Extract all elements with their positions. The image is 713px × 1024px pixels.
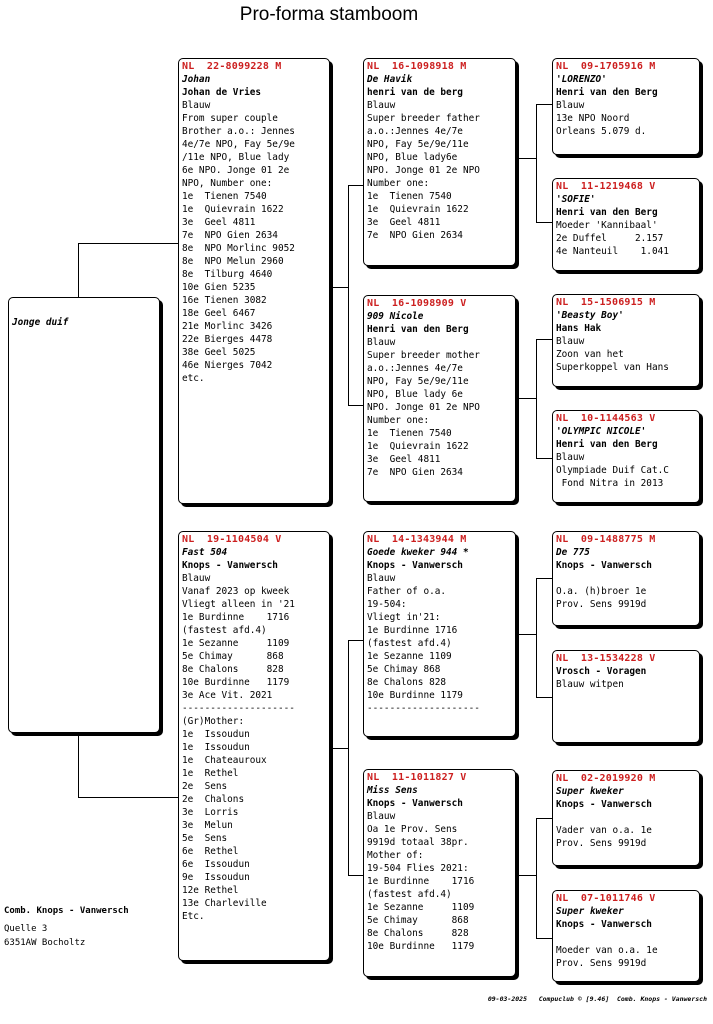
subject-card[interactable] bbox=[8, 297, 160, 733]
connector-line bbox=[78, 797, 178, 798]
pigeon-card-grandfather-maternal[interactable] bbox=[363, 531, 516, 737]
ring-number: NL 02-2019920 M bbox=[556, 773, 656, 784]
owner-name: Hans Hak bbox=[556, 323, 602, 334]
detail-line: 19-504 Flies 2021: bbox=[367, 863, 469, 874]
detail-line: Orleans 5.079 d. bbox=[556, 126, 647, 137]
owner-name: Henri van den Berg bbox=[556, 87, 658, 98]
detail-line: Blauw bbox=[367, 100, 396, 111]
detail-line: O.a. (h)broer 1e bbox=[556, 586, 647, 597]
detail-line: (fastest afd.4) bbox=[367, 889, 452, 900]
detail-line: a.o.:Jennes 4e/7e bbox=[367, 363, 463, 374]
connector-line bbox=[536, 339, 552, 340]
connector-line bbox=[536, 339, 537, 459]
detail-line: NPO, Blue lady 6e bbox=[367, 389, 463, 400]
connector-line bbox=[516, 634, 536, 635]
detail-line: 3e Melun bbox=[182, 820, 233, 831]
detail-line: Oa 1e Prov. Sens bbox=[367, 824, 458, 835]
detail-line: 8e Chalons 828 bbox=[182, 664, 284, 675]
pigeon-details bbox=[367, 810, 512, 953]
pigeon-name: Fast 504 bbox=[182, 547, 228, 558]
pigeon-details bbox=[182, 99, 326, 385]
detail-line bbox=[556, 931, 696, 944]
connector-line bbox=[536, 818, 537, 939]
owner-name: henri van de berg bbox=[367, 87, 463, 98]
detail-line bbox=[556, 811, 696, 824]
pigeon-card-gen3[interactable] bbox=[552, 531, 700, 626]
detail-line: 1e Tienen 7540 bbox=[367, 428, 452, 439]
pigeon-name: Johan bbox=[182, 74, 211, 85]
detail-line: a.o.:Jennes 4e/7e bbox=[367, 126, 463, 137]
pigeon-name: Goede kweker 944 * bbox=[367, 547, 469, 558]
detail-line: -------------------- bbox=[182, 703, 295, 714]
breeder-address-city: 6351AW Bocholtz bbox=[4, 938, 86, 948]
detail-line: 6e NPO. Jonge 01 2e bbox=[182, 165, 290, 176]
ring-number: NL 11-1011827 V bbox=[367, 772, 467, 783]
detail-line: 2e Duffel 2.157 bbox=[556, 233, 664, 244]
owner-name: Johan de Vries bbox=[182, 87, 262, 98]
detail-line: 1e Burdinne 1716 bbox=[367, 876, 475, 887]
detail-line: Blauw bbox=[182, 100, 211, 111]
owner-name: Henri van den Berg bbox=[556, 207, 658, 218]
detail-line: 8e Tilburg 4640 bbox=[182, 269, 273, 280]
detail-line: Fond Nitra in 2013 bbox=[556, 478, 664, 489]
detail-line: Etc. bbox=[182, 911, 205, 922]
ring-number: NL 14-1343944 M bbox=[367, 534, 467, 545]
detail-line: 8e NPO Melun 2960 bbox=[182, 256, 284, 267]
detail-line: NPO. Jonge 01 2e NPO bbox=[367, 402, 480, 413]
detail-line: Number one: bbox=[367, 415, 430, 426]
detail-line: etc. bbox=[182, 373, 205, 384]
detail-line: 1e Tienen 7540 bbox=[182, 191, 267, 202]
owner-name: Knops - Vanwersch bbox=[367, 560, 463, 571]
pigeon-details bbox=[556, 931, 696, 970]
connector-line bbox=[536, 458, 552, 459]
detail-line: Superkoppel van Hans bbox=[556, 362, 669, 373]
detail-line: Prov. Sens 9919d bbox=[556, 838, 647, 849]
pigeon-name: Miss Sens bbox=[367, 785, 418, 796]
detail-line: 12e Rethel bbox=[182, 885, 239, 896]
detail-line: 10e Burdinne 1179 bbox=[367, 690, 463, 701]
detail-line: Blauw bbox=[367, 573, 396, 584]
connector-line bbox=[348, 875, 363, 876]
detail-line: 1e Issoudun bbox=[182, 729, 250, 740]
pigeon-details bbox=[182, 572, 326, 923]
breeder-address-street: Quelle 3 bbox=[4, 924, 48, 934]
detail-line: Blauw bbox=[367, 337, 396, 348]
pigeon-card-gen3[interactable] bbox=[552, 650, 700, 743]
detail-line: 1e Rethel bbox=[182, 768, 239, 779]
detail-line: 13e NPO Noord bbox=[556, 113, 630, 124]
detail-line: From super couple bbox=[182, 113, 278, 124]
detail-line: Father of o.a. bbox=[367, 586, 447, 597]
pigeon-details bbox=[556, 335, 696, 374]
pigeon-card-gen3[interactable] bbox=[552, 178, 700, 271]
connector-line bbox=[78, 733, 79, 798]
connector-line bbox=[536, 578, 552, 579]
connector-line bbox=[536, 104, 552, 105]
owner-name: Henri van den Berg bbox=[367, 324, 469, 335]
pigeon-details bbox=[556, 572, 696, 611]
pigeon-details bbox=[556, 811, 696, 850]
connector-line bbox=[536, 222, 552, 223]
pigeon-card-gen3[interactable] bbox=[552, 410, 700, 503]
owner-name: Knops - Vanwersch bbox=[556, 799, 652, 810]
page-title: Pro-forma stamboom bbox=[239, 4, 419, 25]
detail-line: Number one: bbox=[367, 178, 430, 189]
connector-line bbox=[516, 398, 536, 399]
detail-line: Mother of: bbox=[367, 850, 424, 861]
connector-line bbox=[348, 405, 363, 406]
detail-line: 22e Bierges 4478 bbox=[182, 334, 273, 345]
ring-number: NL 09-1488775 M bbox=[556, 534, 656, 545]
detail-line: Blauw bbox=[556, 452, 585, 463]
detail-line: 10e Gien 5235 bbox=[182, 282, 256, 293]
pigeon-card-grandmother-paternal[interactable] bbox=[363, 295, 516, 502]
connector-line bbox=[348, 640, 349, 875]
detail-line: 46e Nierges 7042 bbox=[182, 360, 273, 371]
detail-line: 7e NPO Gien 2634 bbox=[367, 467, 463, 478]
detail-line: 4e Nanteuil 1.041 bbox=[556, 246, 669, 257]
connector-line bbox=[536, 578, 537, 698]
detail-line: 1e Sezanne 1109 bbox=[367, 902, 475, 913]
detail-line: 21e Morlinc 3426 bbox=[182, 321, 273, 332]
detail-line: 1e Sezanne 1109 bbox=[182, 638, 290, 649]
pigeon-card-gen3[interactable] bbox=[552, 58, 700, 155]
ring-number: NL 15-1506915 M bbox=[556, 297, 656, 308]
detail-line: 3e Geel 4811 bbox=[367, 217, 441, 228]
ring-number: NL 09-1705916 M bbox=[556, 61, 656, 72]
detail-line: 1e Burdinne 1716 bbox=[182, 612, 290, 623]
pigeon-name: 909 Nicole bbox=[367, 311, 424, 322]
detail-line: 1e Tienen 7540 bbox=[367, 191, 452, 202]
detail-line: 3e Geel 4811 bbox=[367, 454, 441, 465]
detail-line: 10e Burdinne 1179 bbox=[182, 677, 290, 688]
owner-name: Knops - Vanwersch bbox=[367, 798, 463, 809]
pigeon-name: 'OLYMPIC NICOLE' bbox=[556, 426, 647, 437]
connector-line bbox=[536, 938, 552, 939]
detail-line: Brother a.o.: Jennes bbox=[182, 126, 295, 137]
pigeon-card-gen3[interactable] bbox=[552, 890, 700, 982]
ring-number: NL 10-1144563 V bbox=[556, 413, 656, 424]
detail-line: 5e Chimay 868 bbox=[182, 651, 284, 662]
ring-number: NL 07-1011746 V bbox=[556, 893, 656, 904]
subject-name: Jonge duif bbox=[12, 317, 69, 328]
detail-line: Blauw bbox=[556, 100, 585, 111]
owner-name: Knops - Vanwersch bbox=[556, 919, 652, 930]
connector-line bbox=[78, 243, 178, 244]
detail-line: 2e Sens bbox=[182, 781, 228, 792]
connector-line bbox=[536, 818, 552, 819]
detail-line: 1e Chateauroux bbox=[182, 755, 267, 766]
pigeon-name: 'Beasty Boy' bbox=[556, 310, 624, 321]
detail-line: NPO, Fay 5e/9e/11e bbox=[367, 139, 469, 150]
detail-line: Moeder 'Kannibaal' bbox=[556, 220, 658, 231]
detail-line bbox=[556, 572, 696, 585]
detail-line: NPO, Blue lady6e bbox=[367, 152, 458, 163]
pigeon-name: De 775 bbox=[556, 547, 590, 558]
detail-line: Vader van o.a. 1e bbox=[556, 825, 652, 836]
detail-line: Super breeder father bbox=[367, 113, 480, 124]
detail-line: Olympiade Duif Cat.C bbox=[556, 465, 669, 476]
detail-line: Vanaf 2023 op kweek bbox=[182, 586, 290, 597]
detail-line: 1e Quievrain 1622 bbox=[182, 204, 284, 215]
detail-line: 10e Burdinne 1179 bbox=[367, 941, 475, 952]
detail-line: 9919d totaal 38pr. bbox=[367, 837, 469, 848]
detail-line: Zoon van het bbox=[556, 349, 624, 360]
pigeon-details bbox=[556, 219, 696, 258]
detail-line: Blauw bbox=[556, 336, 585, 347]
detail-line: 1e Quievrain 1622 bbox=[367, 441, 469, 452]
pigeon-name: 'SOFIE' bbox=[556, 194, 596, 205]
detail-line: 6e Issoudun bbox=[182, 859, 250, 870]
pigeon-details bbox=[556, 99, 696, 138]
connector-line bbox=[516, 158, 536, 159]
detail-line: NPO, Number one: bbox=[182, 178, 273, 189]
detail-line: 8e NPO Morlinc 9052 bbox=[182, 243, 295, 254]
ring-number: NL 16-1098918 M bbox=[367, 61, 467, 72]
detail-line: 7e NPO Gien 2634 bbox=[182, 230, 278, 241]
pigeon-card-mother[interactable] bbox=[178, 531, 330, 961]
pigeon-card-grandfather-paternal[interactable] bbox=[363, 58, 516, 266]
detail-line: Moeder van o.a. 1e bbox=[556, 945, 658, 956]
pigeon-name: De Havik bbox=[367, 74, 413, 85]
connector-line bbox=[330, 748, 348, 749]
detail-line: 3e Geel 4811 bbox=[182, 217, 256, 228]
detail-line: 16e Tienen 3082 bbox=[182, 295, 267, 306]
footer-credits: 09-03-2025 Compuclub © [9.46] Comb. Knops - Vanwersch bbox=[487, 995, 707, 1003]
detail-line: 1e Burdinne 1716 bbox=[367, 625, 458, 636]
pigeon-card-gen3[interactable] bbox=[552, 294, 700, 387]
connector-line bbox=[516, 875, 536, 876]
pigeon-details bbox=[556, 451, 696, 490]
detail-line: 13e Charleville bbox=[182, 898, 267, 909]
detail-line: 19-504: bbox=[367, 599, 407, 610]
detail-line: Blauw bbox=[367, 811, 396, 822]
owner-name: Vrosch - Voragen bbox=[556, 666, 647, 677]
detail-line: 3e Ace Vit. 2021 bbox=[182, 690, 273, 701]
connector-line bbox=[536, 697, 552, 698]
ring-number: NL 22-8099228 M bbox=[182, 61, 282, 72]
connector-line bbox=[78, 243, 79, 297]
connector-line bbox=[348, 185, 363, 186]
detail-line: (fastest afd.4) bbox=[367, 638, 452, 649]
detail-line: 5e Chimay 868 bbox=[367, 915, 469, 926]
detail-line: 3e Lorris bbox=[182, 807, 239, 818]
detail-line: Prov. Sens 9919d bbox=[556, 599, 647, 610]
detail-line: Vliegt in'21: bbox=[367, 612, 441, 623]
detail-line: /11e NPO, Blue lady bbox=[182, 152, 290, 163]
detail-line: 5e Sens bbox=[182, 833, 228, 844]
detail-line: Vliegt alleen in '21 bbox=[182, 599, 295, 610]
detail-line: 1e Sezanne 1109 bbox=[367, 651, 452, 662]
pigeon-card-father[interactable] bbox=[178, 58, 330, 504]
detail-line: -------------------- bbox=[367, 703, 480, 714]
detail-line: 4e/7e NPO, Fay 5e/9e bbox=[182, 139, 295, 150]
detail-line: 2e Chalons bbox=[182, 794, 245, 805]
connector-line bbox=[348, 640, 363, 641]
owner-name: Knops - Vanwersch bbox=[182, 560, 278, 571]
pigeon-card-grandmother-maternal[interactable] bbox=[363, 769, 516, 977]
detail-line: (fastest afd.4) bbox=[182, 625, 267, 636]
pigeon-details bbox=[367, 99, 512, 242]
detail-line: Blauw witpen bbox=[556, 679, 624, 690]
detail-line: 1e Issoudun bbox=[182, 742, 250, 753]
ring-number: NL 19-1104504 V bbox=[182, 534, 282, 545]
connector-line bbox=[330, 287, 348, 288]
pigeon-name: Super kweker bbox=[556, 906, 624, 917]
breeder-name: Comb. Knops - Vanwersch bbox=[4, 906, 129, 916]
detail-line: 8e Chalons 828 bbox=[367, 677, 447, 688]
ring-number: NL 16-1098909 V bbox=[367, 298, 467, 309]
ring-number: NL 13-1534228 V bbox=[556, 653, 656, 664]
detail-line: 9e Issoudun bbox=[182, 872, 250, 883]
pigeon-name: Super kweker bbox=[556, 786, 624, 797]
breeder-info bbox=[4, 904, 129, 950]
detail-line: (Gr)Mother: bbox=[182, 716, 245, 727]
owner-name: Knops - Vanwersch bbox=[556, 560, 652, 571]
detail-line: Prov. Sens 9919d bbox=[556, 958, 647, 969]
connector-line bbox=[348, 185, 349, 405]
detail-line: 1e Quievrain 1622 bbox=[367, 204, 469, 215]
detail-line: 6e Rethel bbox=[182, 846, 239, 857]
detail-line: 8e Chalons 828 bbox=[367, 928, 469, 939]
owner-name: Henri van den Berg bbox=[556, 439, 658, 450]
detail-line: Super breeder mother bbox=[367, 350, 480, 361]
connector-line bbox=[536, 104, 537, 223]
detail-line: 18e Geel 6467 bbox=[182, 308, 256, 319]
detail-line: NPO, Fay 5e/9e/11e bbox=[367, 376, 469, 387]
detail-line: NPO. Jonge 01 2e NPO bbox=[367, 165, 480, 176]
pigeon-details bbox=[556, 678, 696, 691]
detail-line: Blauw bbox=[182, 573, 211, 584]
pigeon-details bbox=[367, 572, 512, 715]
detail-line: 5e Chimay 868 bbox=[367, 664, 441, 675]
pigeon-name: 'LORENZO' bbox=[556, 74, 607, 85]
pigeon-card-gen3[interactable] bbox=[552, 770, 700, 866]
ring-number: NL 11-1219468 V bbox=[556, 181, 656, 192]
detail-line: 38e Geel 5025 bbox=[182, 347, 256, 358]
detail-line: 7e NPO Gien 2634 bbox=[367, 230, 463, 241]
pigeon-details bbox=[367, 336, 512, 479]
